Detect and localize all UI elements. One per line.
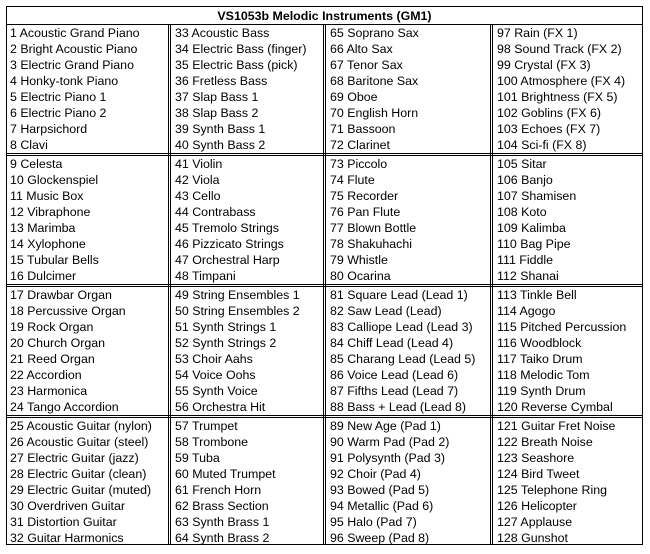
instrument-cell: 94 Metallic (Pad 6) bbox=[330, 499, 434, 513]
instrument-cell: 84 Chiff Lead (Lead 4) bbox=[330, 336, 454, 350]
instrument-cell: 114 Agogo bbox=[497, 304, 556, 318]
instrument-cell: 87 Fifths Lead (Lead 7) bbox=[330, 384, 459, 398]
instrument-cell: 101 Brightness (FX 5) bbox=[497, 90, 618, 104]
instrument-cell: 65 Soprano Sax bbox=[330, 26, 419, 40]
instrument-cell: 93 Bowed (Pad 5) bbox=[330, 483, 430, 497]
instrument-cell: 11 Music Box bbox=[10, 189, 84, 203]
instrument-cell: 37 Slap Bass 1 bbox=[175, 90, 259, 104]
instrument-cell: 23 Harmonica bbox=[10, 384, 88, 398]
instrument-cell: 46 Pizzicato Strings bbox=[175, 237, 284, 251]
instrument-grid bbox=[7, 25, 642, 545]
instrument-cell: 98 Sound Track (FX 2) bbox=[497, 42, 622, 56]
instrument-cell: 107 Shamisen bbox=[497, 189, 577, 203]
instrument-cell: 80 Ocarina bbox=[330, 269, 391, 283]
instrument-cell: 30 Overdriven Guitar bbox=[10, 499, 126, 513]
instrument-cell: 89 New Age (Pad 1) bbox=[330, 419, 441, 433]
instrument-cell: 63 Synth Brass 1 bbox=[175, 515, 270, 529]
instrument-cell: 12 Vibraphone bbox=[10, 205, 91, 219]
instrument-cell: 64 Synth Brass 2 bbox=[175, 531, 270, 545]
instrument-cell: 13 Marimba bbox=[10, 221, 76, 235]
instrument-cell: 41 Violin bbox=[175, 157, 223, 171]
instrument-cell: 88 Bass + Lead (Lead 8) bbox=[330, 400, 467, 414]
instrument-cell: 122 Breath Noise bbox=[497, 435, 593, 449]
instrument-cell: 58 Trombone bbox=[175, 435, 249, 449]
instrument-cell: 10 Glockenspiel bbox=[10, 173, 99, 187]
instrument-cell: 32 Guitar Harmonics bbox=[10, 531, 124, 545]
instrument-cell: 17 Drawbar Organ bbox=[10, 288, 112, 302]
instrument-cell: 82 Saw Lead (Lead) bbox=[330, 304, 442, 318]
instrument-cell: 106 Banjo bbox=[497, 173, 553, 187]
instrument-cell: 104 Sci-fi (FX 8) bbox=[497, 138, 587, 152]
instrument-cell: 38 Slap Bass 2 bbox=[175, 106, 259, 120]
instrument-cell: 61 French Horn bbox=[175, 483, 262, 497]
instrument-cell: 102 Goblins (FX 6) bbox=[497, 106, 601, 120]
instrument-cell: 118 Melodic Tom bbox=[497, 368, 590, 382]
instrument-cell: 29 Electric Guitar (muted) bbox=[10, 483, 152, 497]
instrument-cell: 3 Electric Grand Piano bbox=[10, 58, 134, 72]
instrument-cell: 62 Brass Section bbox=[175, 499, 269, 513]
instrument-cell: 91 Polysynth (Pad 3) bbox=[330, 451, 446, 465]
instrument-cell: 45 Tremolo Strings bbox=[175, 221, 279, 235]
instrument-cell: 111 Fiddle bbox=[497, 253, 554, 267]
instrument-cell: 72 Clarinet bbox=[330, 138, 390, 152]
instrument-cell: 52 Synth Strings 2 bbox=[175, 336, 277, 350]
instrument-cell: 16 Dulcimer bbox=[10, 269, 77, 283]
instrument-cell: 54 Voice Oohs bbox=[175, 368, 256, 382]
instrument-cell: 51 Synth Strings 1 bbox=[175, 320, 277, 334]
instrument-cell: 96 Sweep (Pad 8) bbox=[330, 531, 430, 545]
instrument-cell: 79 Whistle bbox=[330, 253, 388, 267]
instrument-cell: 123 Seashore bbox=[497, 451, 575, 465]
instrument-table bbox=[6, 6, 643, 545]
instrument-cell: 39 Synth Bass 1 bbox=[175, 122, 266, 136]
instrument-cell: 69 Oboe bbox=[330, 90, 378, 104]
instrument-cell: 70 English Horn bbox=[330, 106, 419, 120]
instrument-cell: 85 Charang Lead (Lead 5) bbox=[330, 352, 476, 366]
instrument-cell: 73 Piccolo bbox=[330, 157, 388, 171]
instrument-cell: 121 Guitar Fret Noise bbox=[497, 419, 616, 433]
instrument-cell: 95 Halo (Pad 7) bbox=[330, 515, 417, 529]
instrument-cell: 2 Bright Acoustic Piano bbox=[10, 42, 138, 56]
instrument-cell: 78 Shakuhachi bbox=[330, 237, 412, 251]
instrument-cell: 124 Bird Tweet bbox=[497, 467, 580, 481]
instrument-cell: 28 Electric Guitar (clean) bbox=[10, 467, 147, 481]
instrument-cell: 105 Sitar bbox=[497, 157, 547, 171]
instrument-cell: 4 Honky-tonk Piano bbox=[10, 74, 119, 88]
instrument-cell: 116 Woodblock bbox=[497, 336, 582, 350]
instrument-cell: 50 String Ensembles 2 bbox=[175, 304, 300, 318]
instrument-cell: 67 Tenor Sax bbox=[330, 58, 403, 72]
instrument-cell: 109 Kalimba bbox=[497, 221, 566, 235]
instrument-cell: 117 Taiko Drum bbox=[497, 352, 583, 366]
instrument-cell: 35 Electric Bass (pick) bbox=[175, 58, 298, 72]
instrument-cell: 56 Orchestra Hit bbox=[175, 400, 266, 414]
instrument-cell: 49 String Ensembles 1 bbox=[175, 288, 300, 302]
instrument-cell: 26 Acoustic Guitar (steel) bbox=[10, 435, 149, 449]
instrument-cell: 127 Applause bbox=[497, 515, 573, 529]
instrument-cell: 77 Blown Bottle bbox=[330, 221, 417, 235]
instrument-cell: 97 Rain (FX 1) bbox=[497, 26, 578, 40]
instrument-cell: 25 Acoustic Guitar (nylon) bbox=[10, 419, 152, 433]
instrument-cell: 103 Echoes (FX 7) bbox=[497, 122, 601, 136]
instrument-cell: 92 Choir (Pad 4) bbox=[330, 467, 421, 481]
instrument-cell: 81 Square Lead (Lead 1) bbox=[330, 288, 468, 302]
table-title: VS1053b Melodic Instruments (GM1) bbox=[7, 7, 642, 25]
instrument-cell: 100 Atmosphere (FX 4) bbox=[497, 74, 626, 88]
instrument-cell: 34 Electric Bass (finger) bbox=[175, 42, 307, 56]
instrument-cell: 19 Rock Organ bbox=[10, 320, 94, 334]
instrument-cell: 47 Orchestral Harp bbox=[175, 253, 280, 267]
instrument-cell: 83 Calliope Lead (Lead 3) bbox=[330, 320, 473, 334]
instrument-cell: 120 Reverse Cymbal bbox=[497, 400, 613, 414]
instrument-cell: 53 Choir Aahs bbox=[175, 352, 253, 366]
instrument-cell: 33 Acoustic Bass bbox=[175, 26, 270, 40]
instrument-cell: 15 Tubular Bells bbox=[10, 253, 99, 267]
instrument-cell: 68 Baritone Sax bbox=[330, 74, 419, 88]
instrument-cell: 55 Synth Voice bbox=[175, 384, 258, 398]
instrument-cell: 59 Tuba bbox=[175, 451, 220, 465]
instrument-cell: 43 Cello bbox=[175, 189, 221, 203]
instrument-cell: 31 Distortion Guitar bbox=[10, 515, 117, 529]
instrument-cell: 115 Pitched Percussion bbox=[497, 320, 627, 334]
instrument-cell: 71 Bassoon bbox=[330, 122, 396, 136]
instrument-cell: 99 Crystal (FX 3) bbox=[497, 58, 591, 72]
instrument-cell: 8 Clavi bbox=[10, 138, 48, 152]
instrument-cell: 9 Celesta bbox=[10, 157, 63, 171]
instrument-cell: 42 Viola bbox=[175, 173, 220, 187]
instrument-cell: 86 Voice Lead (Lead 6) bbox=[330, 368, 459, 382]
instrument-cell: 48 Timpani bbox=[175, 269, 236, 283]
instrument-cell: 110 Bag Pipe bbox=[497, 237, 571, 251]
instrument-cell: 20 Church Organ bbox=[10, 336, 106, 350]
instrument-cell: 75 Recorder bbox=[330, 189, 399, 203]
instrument-cell: 60 Muted Trumpet bbox=[175, 467, 276, 481]
instrument-cell: 57 Trumpet bbox=[175, 419, 238, 433]
instrument-cell: 40 Synth Bass 2 bbox=[175, 138, 266, 152]
instrument-cell: 119 Synth Drum bbox=[497, 384, 586, 398]
instrument-cell: 22 Accordion bbox=[10, 368, 82, 382]
instrument-cell: 24 Tango Accordion bbox=[10, 400, 119, 414]
instrument-cell: 126 Helicopter bbox=[497, 499, 577, 513]
instrument-cell: 5 Electric Piano 1 bbox=[10, 90, 107, 104]
instrument-cell: 36 Fretless Bass bbox=[175, 74, 268, 88]
instrument-cell: 108 Koto bbox=[497, 205, 547, 219]
instrument-cell: 113 Tinkle Bell bbox=[497, 288, 577, 302]
instrument-cell: 125 Telephone Ring bbox=[497, 483, 608, 497]
instrument-cell: 18 Percussive Organ bbox=[10, 304, 126, 318]
instrument-cell: 66 Alto Sax bbox=[330, 42, 393, 56]
instrument-cell: 44 Contrabass bbox=[175, 205, 256, 219]
instrument-cell: 27 Electric Guitar (jazz) bbox=[10, 451, 139, 465]
instrument-cell: 1 Acoustic Grand Piano bbox=[10, 26, 140, 40]
instrument-cell: 7 Harpsichord bbox=[10, 122, 88, 136]
instrument-cell: 76 Pan Flute bbox=[330, 205, 401, 219]
instrument-cell: 112 Shanai bbox=[497, 269, 559, 283]
instrument-cell: 14 Xylophone bbox=[10, 237, 86, 251]
instrument-cell: 6 Electric Piano 2 bbox=[10, 106, 107, 120]
instrument-cell: 128 Gunshot bbox=[497, 531, 568, 545]
instrument-cell: 74 Flute bbox=[330, 173, 375, 187]
instrument-cell: 90 Warm Pad (Pad 2) bbox=[330, 435, 450, 449]
instrument-cell: 21 Reed Organ bbox=[10, 352, 95, 366]
